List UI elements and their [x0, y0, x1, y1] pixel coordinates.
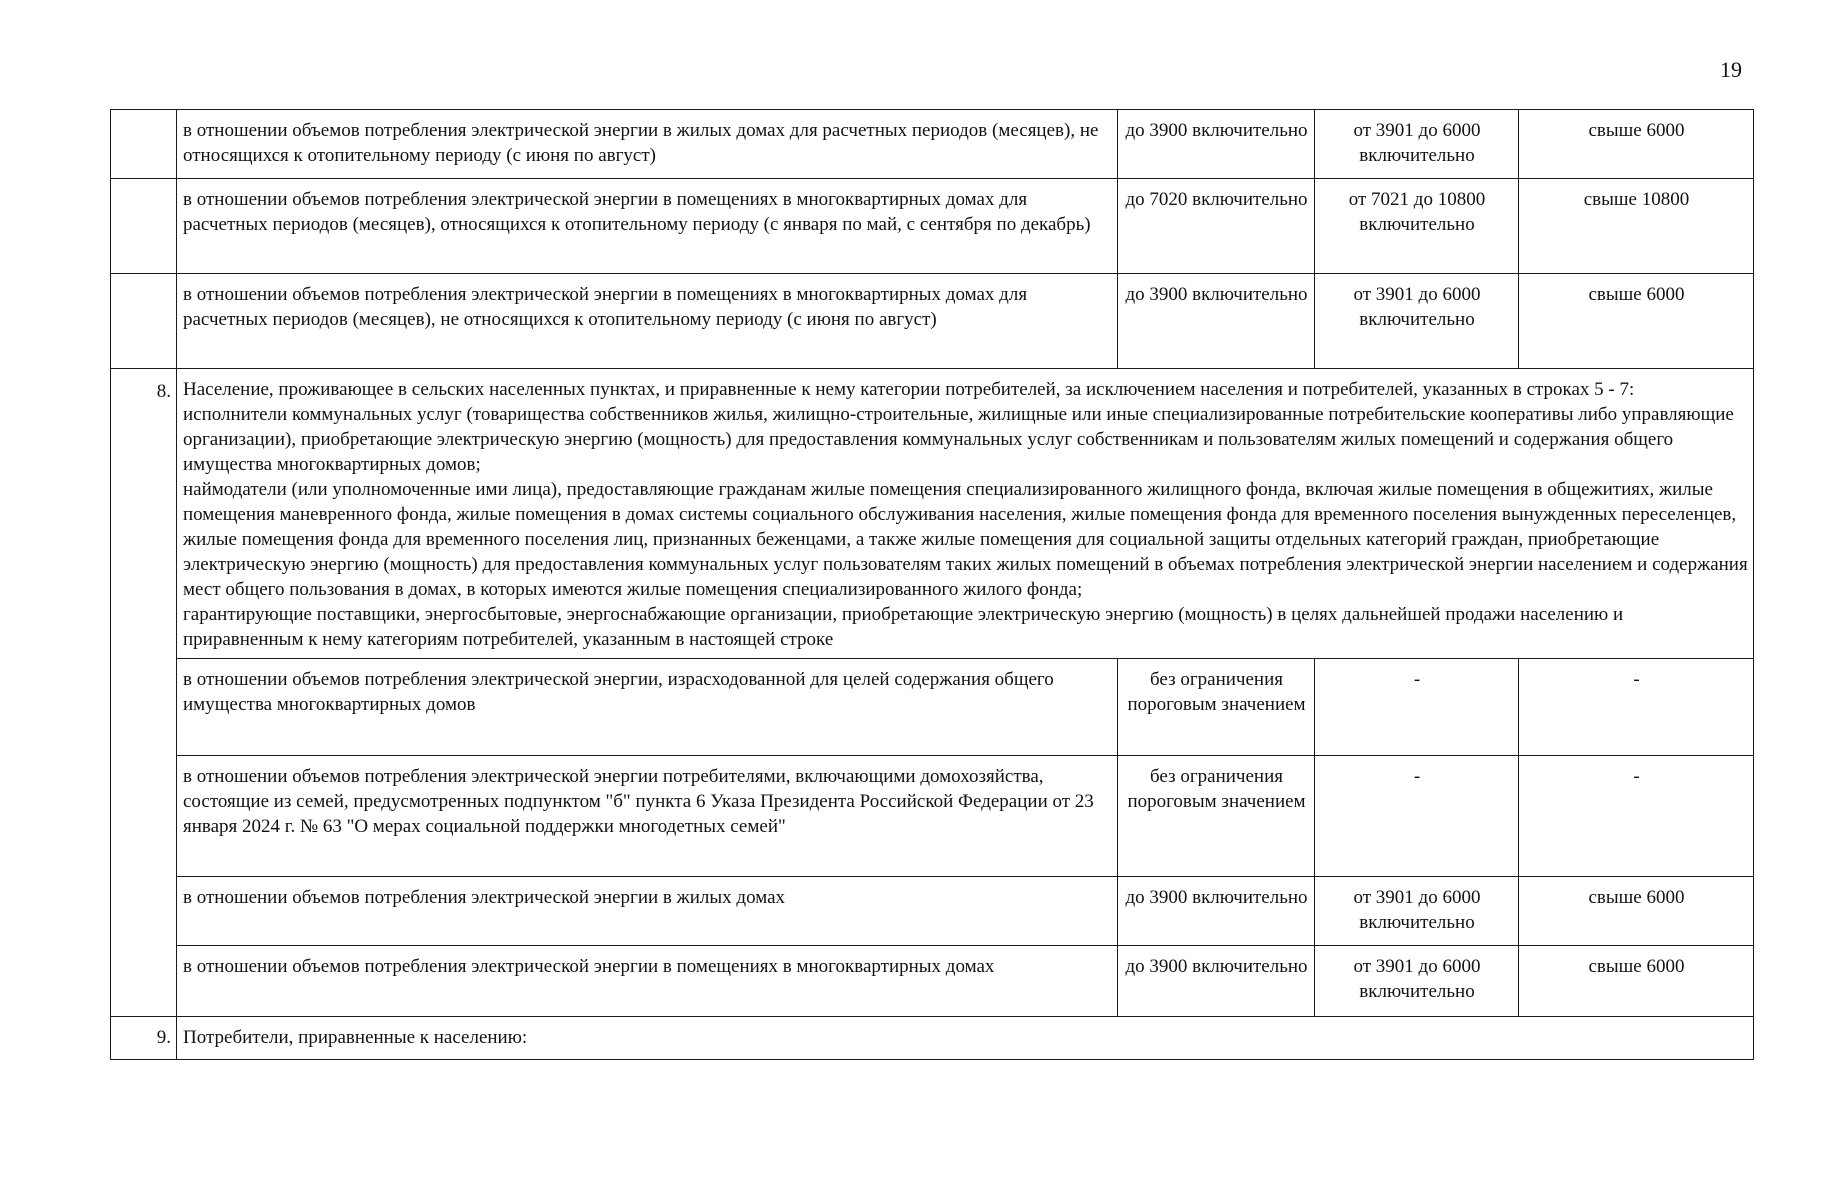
threshold-low: до 3900 включительно — [1118, 110, 1315, 179]
threshold-low: до 3900 включительно — [1118, 274, 1315, 369]
table-row — [111, 756, 1754, 877]
section-8-paragraph: наймодатели (или уполномоченные ими лица), предоставляющие гражданам жилые помещения специализированного жилищного фонда, включая жилые помещения в общежитиях, жилые помещения маневренного фонда, жилые помещения в домах системы социального обслуживания населения, жилые помещения фонда для временного поселения вынужденных переселенцев, жилые помещения фонда для временного поселения лиц, признанных беженцами, а также жилые помещения для социальной защиты отдельных категорий граждан, приобретающие электрическую энергию (мощность) для предоставления коммунальных услуг пользователям таких жилых помещений в объемах потребления электрической энергии населением и содержания мест общего пользования в домах, в которых имеются жилые помещения специализированного жилого фонда; — [183, 479, 1748, 600]
threshold-low: без ограничения пороговым значением — [1118, 659, 1315, 756]
section-number: 9. — [111, 1017, 177, 1060]
threshold-low: до 3900 включительно — [1118, 946, 1315, 1017]
section-8-paragraph: исполнители коммунальных услуг (товарищества собственников жилья, жилищно-строительные, жилищные или иные специализированные потребительские кооперативы либо управляющие организации), приобретающие электрическую энергию (мощность) для предоставления коммунальных услуг собственникам и пользователям жилых помещений и содержания общего имущества многоквартирных домов; — [183, 404, 1734, 475]
section-8-paragraph: Население, проживающее в сельских населенных пунктах, и приравненные к нему категории потребителей, за исключением населения и потребителей, указанных в строках 5 - 7: — [183, 379, 1635, 400]
threshold-high: свыше 6000 — [1519, 946, 1754, 1017]
threshold-mid: - — [1315, 659, 1519, 756]
threshold-high: свыше 6000 — [1519, 877, 1754, 946]
row-description: в отношении объемов потребления электрической энергии в жилых домах — [177, 877, 1118, 946]
row-description: в отношении объемов потребления электрической энергии в помещениях в многоквартирных домах для расчетных периодов (месяцев), не относящихся к отопительному периоду (с июня по август) — [177, 274, 1118, 369]
row-number-cell — [111, 179, 177, 274]
threshold-high: - — [1519, 659, 1754, 756]
threshold-mid: от 3901 до 6000 включительно — [1315, 877, 1519, 946]
threshold-high: свыше 6000 — [1519, 110, 1754, 179]
row-number-cell — [111, 274, 177, 369]
threshold-mid: от 3901 до 6000 включительно — [1315, 946, 1519, 1017]
threshold-mid: - — [1315, 756, 1519, 877]
threshold-mid: от 7021 до 10800 включительно — [1315, 179, 1519, 274]
table-row — [111, 877, 1754, 946]
threshold-low: до 3900 включительно — [1118, 877, 1315, 946]
tariff-table — [110, 109, 1754, 1060]
threshold-low: до 7020 включительно — [1118, 179, 1315, 274]
threshold-low: без ограничения пороговым значением — [1118, 756, 1315, 877]
threshold-high: свыше 10800 — [1519, 179, 1754, 274]
row-description: в отношении объемов потребления электрической энергии, израсходованной для целей содержания общего имущества многоквартирных домов — [177, 659, 1118, 756]
row-number-cell — [111, 110, 177, 179]
table-row — [111, 110, 1754, 179]
table-row — [111, 179, 1754, 274]
section-number: 8. — [111, 369, 177, 1017]
table-row — [111, 274, 1754, 369]
threshold-mid: от 3901 до 6000 включительно — [1315, 110, 1519, 179]
threshold-high: - — [1519, 756, 1754, 877]
row-description: в отношении объемов потребления электрической энергии в помещениях в многоквартирных домах для расчетных периодов (месяцев), относящихся к отопительному периоду (с января по май, с сентября по декабрь) — [177, 179, 1118, 274]
section-9-title: Потребители, приравненные к населению: — [177, 1017, 1754, 1060]
section-header-row — [111, 1017, 1754, 1060]
row-description: в отношении объемов потребления электрической энергии в помещениях в многоквартирных домах — [177, 946, 1118, 1017]
section-8-text — [177, 369, 1754, 659]
threshold-high: свыше 6000 — [1519, 274, 1754, 369]
page-number: 19 — [1720, 57, 1742, 82]
threshold-mid: от 3901 до 6000 включительно — [1315, 274, 1519, 369]
section-header-row — [111, 369, 1754, 659]
row-description: в отношении объемов потребления электрической энергии потребителями, включающими домохозяйства, состоящие из семей, предусмотренных подпунктом "б" пункта 6 Указа Президента Российской Федерации от 23 января 2024 г. № 63 "О мерах социальной поддержки многодетных семей" — [177, 756, 1118, 877]
table-row — [111, 659, 1754, 756]
table-row — [111, 946, 1754, 1017]
section-8-paragraph: гарантирующие поставщики, энергосбытовые, энергоснабжающие организации, приобретающие электрическую энергию (мощность) в целях дальнейшей продажи населению и приравненным к нему категориям потребителей, указанным в настоящей строке — [183, 604, 1624, 650]
row-description: в отношении объемов потребления электрической энергии в жилых домах для расчетных периодов (месяцев), не относящихся к отопительному периоду (с июня по август) — [177, 110, 1118, 179]
